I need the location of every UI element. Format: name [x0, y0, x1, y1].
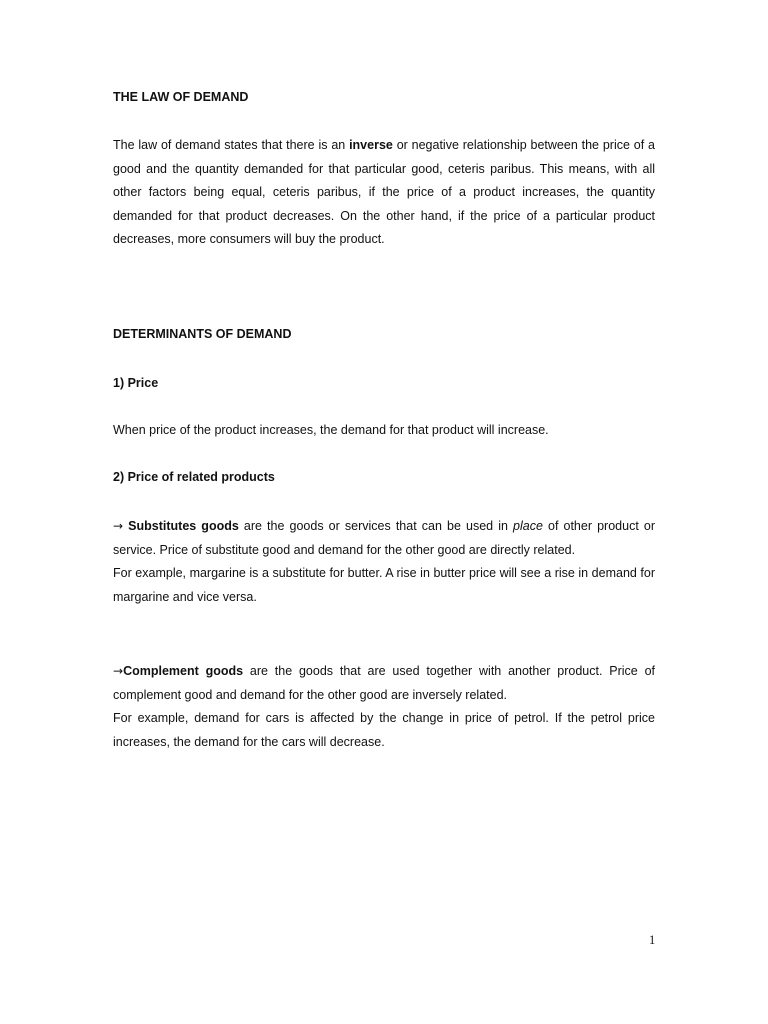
arrow-right-icon: →	[113, 664, 124, 678]
complements-text: are the goods that are used together with another product. Price of complement good and demand for the other good are inversely related.	[113, 664, 655, 702]
arrow-right-icon: →	[113, 519, 124, 533]
substitutes-paragraph	[113, 515, 655, 609]
substitutes-text-start: are the goods or services that can be used in	[238, 519, 514, 533]
page-number: 1	[649, 933, 656, 947]
substitutes-example: For example, margarine is a substitute for butter. A rise in butter price will see a rise in demand for margarine and vice versa.	[113, 566, 655, 604]
price-heading: 1) Price	[113, 376, 159, 390]
substitutes-term: Substitutes goods	[128, 519, 239, 533]
complements-term: Complement goods	[123, 664, 244, 678]
document-title: THE LAW OF DEMAND	[113, 90, 249, 104]
determinants-heading: DETERMINANTS OF DEMAND	[113, 327, 292, 341]
complements-paragraph	[113, 660, 655, 754]
intro-text-end: or negative relationship between the price of a good and the quantity demanded for that particular good, ceteris paribus. This means, with all other factors being equal, ceteris paribus, if the price of a product increases, the quantity demanded for that product decreases. On the other hand, if the price of a particular product decreases, more consumers will buy the product.	[113, 138, 655, 246]
intro-bold-term: inverse	[349, 138, 393, 152]
intro-text-start: The law of demand states that there is an	[113, 138, 350, 152]
complements-example: For example, demand for cars is affected by the change in price of petrol. If the petrol price increases, the demand for the cars will decrease.	[113, 711, 655, 749]
substitutes-text-end: of other product or service. Price of substitute good and demand for the other good are directly related.	[113, 519, 655, 557]
substitutes-italic-term: place	[513, 519, 543, 533]
related-products-heading: 2) Price of related products	[113, 470, 275, 484]
intro-paragraph	[113, 134, 655, 252]
price-paragraph: When price of the product increases, the demand for that product will increase.	[113, 423, 549, 437]
